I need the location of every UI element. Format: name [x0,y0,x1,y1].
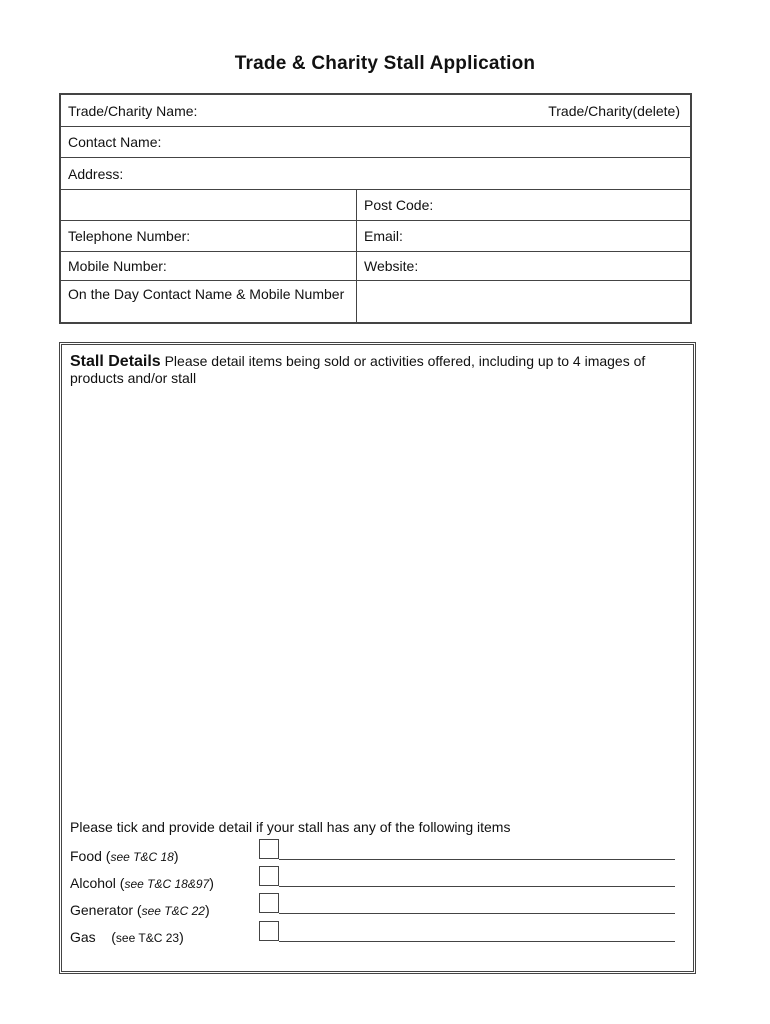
table-row [61,252,690,281]
food-detail-input[interactable] [279,839,675,860]
contact-details-table [59,93,692,324]
generator-checkbox[interactable] [259,893,279,913]
on-the-day-contact-label: On the Day Contact Name & Mobile Number [61,281,357,324]
contact-name-field[interactable] [61,127,690,157]
generator-detail-input[interactable] [279,893,675,914]
website-field[interactable] [357,252,690,280]
food-label: Food [70,848,102,864]
generator-note: see T&C 22 [141,904,205,918]
page-title: Trade & Charity Stall Application [234,53,536,74]
address-label: Address: [68,165,124,182]
email-field[interactable] [357,221,690,251]
on-the-day-contact-field[interactable] [357,281,690,324]
generator-item-label: Generator (see T&C 22) [70,902,210,918]
address-continued-field[interactable] [61,190,357,220]
trade-charity-name-label: Trade/Charity Name: [68,102,198,119]
post-code-label: Post Code: [364,197,434,213]
website-label: Website: [364,258,419,274]
gas-detail-input[interactable] [279,921,675,942]
mobile-label: Mobile Number: [68,258,167,274]
food-item-label: Food (see T&C 18) [70,848,179,864]
mobile-field[interactable] [61,252,357,280]
email-label: Email: [364,228,403,244]
stall-details-title: Stall Details [70,353,161,370]
table-row [61,190,690,221]
table-row [61,221,690,252]
table-row [61,158,690,190]
alcohol-detail-input[interactable] [279,866,675,887]
gas-note: see T&C 23 [115,931,180,945]
gas-checkbox[interactable] [259,921,279,941]
tick-instructions: Please tick and provide detail if your stall has any of the following items [70,819,511,835]
table-row [61,281,690,324]
alcohol-checkbox[interactable] [259,866,279,886]
stall-details-heading [70,353,670,387]
address-field[interactable] [61,158,690,189]
generator-label: Generator [70,902,134,918]
alcohol-note: see T&C 18&97 [124,877,210,891]
trade-charity-delete-label: Trade/Charity(delete) [548,102,680,119]
stall-details-section [59,342,696,974]
stall-details-description: Please detail items being sold or activities offered, including up to 4 images of products and/or stall [70,353,646,386]
alcohol-label: Alcohol [70,875,116,891]
gas-item-label: Gas (see T&C 23) [70,929,184,945]
telephone-label: Telephone Number: [68,228,191,244]
post-code-field[interactable] [357,190,690,220]
alcohol-item-label: Alcohol (see T&C 18&97) [70,875,214,891]
food-note: see T&C 18 [110,850,174,864]
contact-name-label: Contact Name: [68,134,162,150]
telephone-field[interactable] [61,221,357,251]
food-checkbox[interactable] [259,839,279,859]
table-row [61,127,690,158]
table-row [61,95,690,127]
gas-label: Gas [70,929,96,945]
